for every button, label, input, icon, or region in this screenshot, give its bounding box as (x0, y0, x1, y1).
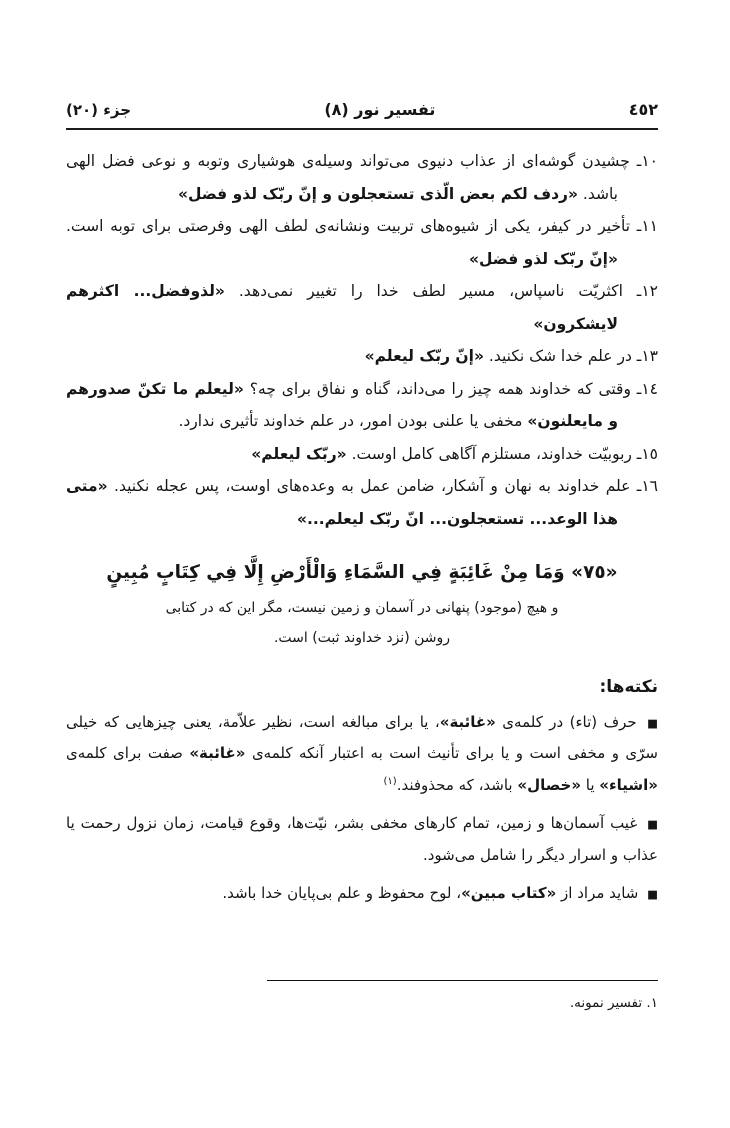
verse-number: «٧٥» (571, 561, 618, 583)
quran-quote: «إنّ ربّک لیعلم» (364, 347, 484, 366)
footnote-text: ١. تفسیر نمونه. (569, 995, 658, 1011)
text-segment: ١٥ـ ربوبیّت خداوند، مستلزم آگاهی کامل اوست. (346, 444, 658, 463)
text-segment: صفت برای کلمه‌ی (66, 744, 190, 763)
note-item (66, 707, 658, 802)
text-segment: غیب آسمان‌ها و زمین، تمام کارهای مخفی بشر، نیّت‌ها، وقوع قیامت، زمان نزول رحمت یا عذاب و اسرار دیگر را شامل می‌شود. (66, 814, 658, 864)
text-segment: ١٤ـ وقتی که خداوند همه چیز را می‌داند، گناه و نفاق برای چه؟ (243, 379, 659, 398)
square-bullet-icon: ■ (647, 715, 658, 730)
text-segment: حرف (تاء) در کلمه‌ی (495, 712, 637, 731)
book-title: تفسیر نور (٨) (324, 100, 436, 119)
text-segment: باشد، که محذوفند. (396, 775, 518, 794)
notes-list (66, 707, 658, 910)
quran-quote: «کتاب مبین» (461, 884, 557, 903)
text-segment: یا (581, 775, 600, 794)
header-divider (66, 128, 658, 130)
commentary-point (66, 275, 658, 340)
text-segment: ، یا برای مبالغه است، نظیر علاّمة، یعنی چیزهایی که خیلی سرّی و مخفی است و یا برای تأنیث است به اعتبار آنکه کلمه‌ی (66, 712, 658, 763)
verse-arabic-text: وَمَا مِنْ غَائِبَةٍ فِي السَّمَاءِ وَالْأَرْضِ إِلَّا فِي كِتَابٍ مُبِينٍ (106, 561, 565, 583)
commentary-point (66, 470, 658, 535)
juz-label: جزء (٢٠) (66, 101, 132, 119)
text-segment: ١١ـ تأخیر در کیفر، یکی از شیوه‌های تربیت ونشانه‌ی لطف الهی وفرصتی برای توبه است. (66, 217, 658, 236)
quran-quote: «اشیاء» (599, 775, 658, 794)
footnote-divider (267, 980, 658, 981)
square-bullet-icon: ■ (647, 887, 658, 902)
quran-verse (66, 562, 658, 583)
notes-heading: نکته‌ها: (599, 676, 658, 697)
text-segment: مخفی یا علنی بودن امور، در علم خداوند تأثیری ندارد. (178, 412, 528, 431)
text-segment: ١٦ـ علم خداوند به نهان و آشکار، ضامن عمل به وعده‌های اوست، پس عجله نکنید. (107, 477, 658, 496)
quran-quote: «خصال» (517, 775, 582, 794)
commentary-point (66, 373, 658, 438)
page-footer (66, 980, 658, 1015)
quran-quote: «غائبة» (189, 744, 246, 763)
quran-quote: «لذوفضل... اکثرهم لایشکرون» (66, 282, 618, 333)
page-header (66, 100, 658, 119)
note-item (66, 808, 658, 871)
text-segment: ، لوح محفوظ و علم بی‌پایان خدا باشد. (222, 884, 462, 903)
page-number: ٤٥٢ (628, 100, 658, 119)
text-segment: ١٢ـ اکثریّت ناسپاس، مسیر لطف خدا را تغییر نمی‌دهد. (224, 282, 659, 301)
quran-quote: «متی هذا الوعد... تستعجلون... انّ ربّک لیعلم...» (66, 477, 618, 529)
commentary-points-list (66, 145, 658, 536)
commentary-point (66, 145, 658, 210)
quran-quote: «لیعلم ما تکنّ صدورهم و مایعلنون» (66, 379, 618, 431)
commentary-point (66, 210, 658, 275)
quran-quote: «ربّک لیعلم» (251, 444, 347, 463)
text-segment: شاید مراد از (556, 884, 639, 903)
verse-translation: و هیچ (موجود) پنهانی در آسمان و زمین نیست، مگر این که در کتابی روشن (نزد خداوند ثبت) است. (165, 599, 559, 646)
square-bullet-icon: ■ (647, 817, 658, 832)
footnote-marker: (١) (383, 775, 397, 787)
text-segment: ١٣ـ در علم خدا شک نکنید. (483, 347, 658, 366)
verse-section (66, 562, 658, 653)
text-segment: ١٠ـ چشیدن گوشه‌ای از عذاب دنیوی می‌تواند وسیله‌ی هوشیاری وتوبه و نوعی فضل الهی باشد. (66, 152, 658, 203)
commentary-point (66, 340, 658, 373)
quran-quote: «غائبة» (439, 712, 496, 731)
quran-quote: «ردف لکم بعض الّذی تستعجلون و إنّ ربّک لذو فضل» (177, 184, 578, 203)
note-item (66, 878, 658, 910)
commentary-point (66, 438, 658, 471)
quran-quote: «إنّ ربّک لذو فضل» (468, 249, 618, 268)
